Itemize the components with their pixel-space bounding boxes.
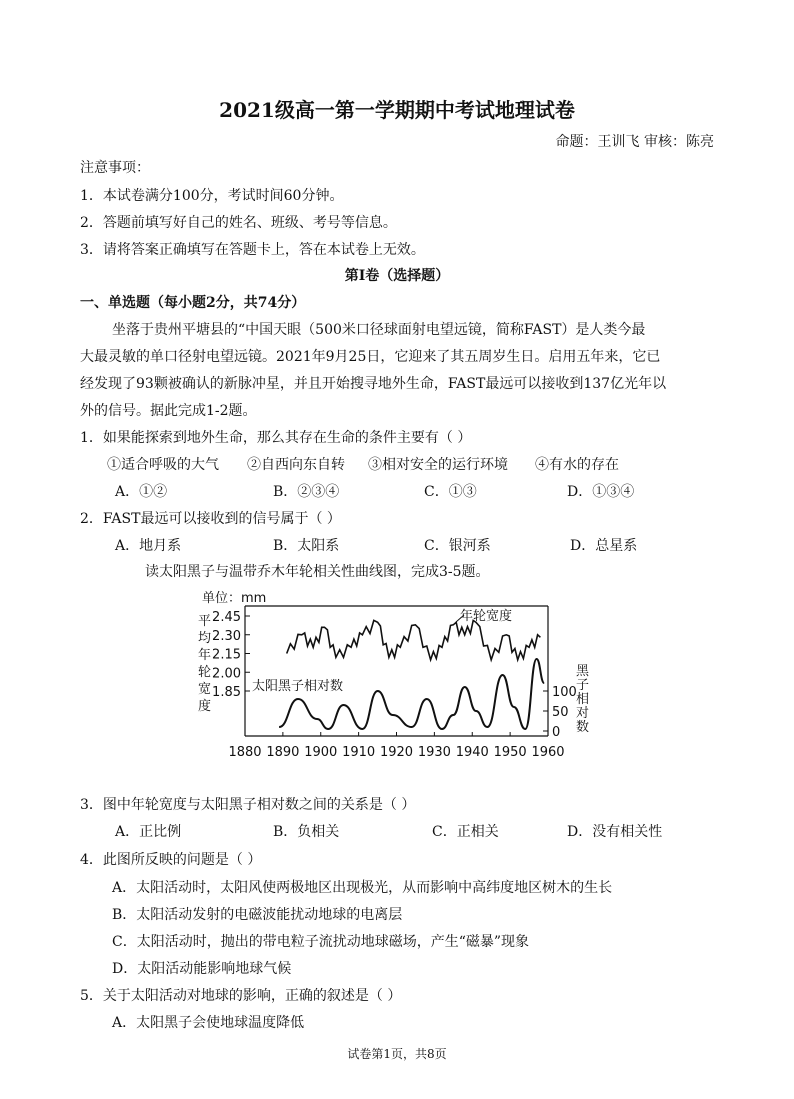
left-axis-label bbox=[198, 614, 211, 714]
left-axis-label-char: 宽 bbox=[198, 682, 212, 697]
page-footer: 试卷第1页，共8页 bbox=[347, 1047, 447, 1061]
ring-series-label: 年轮宽度 bbox=[460, 609, 513, 624]
left-axis-label-char: 轮 bbox=[198, 665, 212, 680]
q2-option-a[interactable]: A．地月系 bbox=[115, 538, 182, 554]
right-axis-label-char: 相 bbox=[576, 692, 590, 707]
q4-option-b[interactable]: B．太阳活动发射的电磁波能扰动地球的电离层 bbox=[112, 907, 403, 923]
right-axis-label-char: 数 bbox=[576, 720, 590, 735]
authors-line: 命题：王训飞 审核：陈亮 bbox=[555, 134, 714, 150]
x-tick-label: 1940 bbox=[455, 745, 489, 760]
tree-ring-sunspot-chart bbox=[190, 583, 590, 765]
x-tick-label: 1930 bbox=[417, 745, 451, 760]
right-axis-label bbox=[576, 664, 590, 735]
x-tick-label: 1950 bbox=[493, 745, 527, 760]
part1-heading: 一、单选题（每小题2分，共74分） bbox=[80, 295, 306, 311]
left-tick-label: 2.15 bbox=[212, 647, 241, 663]
q1-statement: ③相对安全的运行环境 bbox=[368, 457, 508, 473]
passage1-line: 外的信号。据此完成1-2题。 bbox=[80, 403, 257, 419]
left-tick-label: 1.85 bbox=[212, 685, 241, 700]
q5-stem: 5．关于太阳活动对地球的影响，正确的叙述是（ ） bbox=[80, 988, 402, 1004]
x-tick-label: 1900 bbox=[304, 745, 338, 760]
notice-item: 2．答题前填写好自己的姓名、班级、考号等信息。 bbox=[80, 215, 397, 231]
q3-option-a[interactable]: A．正比例 bbox=[115, 824, 182, 840]
right-axis-label-char: 对 bbox=[576, 706, 590, 721]
q1-stem: 1．如果能探索到地外生命，那么其存在生命的条件主要有（ ） bbox=[80, 430, 472, 446]
x-tick-label: 1910 bbox=[342, 745, 376, 760]
x-tick-label: 1960 bbox=[531, 745, 565, 760]
ring-width-series-line bbox=[287, 620, 541, 659]
right-axis-label-char: 黑 bbox=[576, 664, 590, 679]
q3-option-b[interactable]: B．负相关 bbox=[273, 824, 340, 840]
passage1-line: 大最灵敏的单口径射电望远镜。2021年9月25日，它迎来了其五周岁生日。启用五年来，它已 bbox=[80, 349, 661, 365]
q4-stem: 4．此图所反映的问题是（ ） bbox=[80, 852, 262, 868]
sunspot-series-label: 太阳黑子相对数 bbox=[252, 679, 344, 694]
x-tick-label: 1880 bbox=[228, 745, 262, 760]
q2-option-b[interactable]: B．太阳系 bbox=[273, 538, 340, 554]
left-tick-label: 2.00 bbox=[212, 666, 241, 682]
notice-heading: 注意事项： bbox=[80, 160, 150, 176]
section-title: 第Ⅰ卷（选择题） bbox=[344, 268, 450, 284]
passage1-line: 经发现了93颗被确认的新脉冲星，并且开始搜寻地外生命，FAST最远可以接收到137亿光年以 bbox=[80, 376, 667, 392]
q1-option-a[interactable]: A．①② bbox=[115, 484, 168, 500]
q1-statement: ②自西向东自转 bbox=[247, 457, 345, 473]
page-title: 2021级高一第一学期期中考试地理试卷 bbox=[219, 98, 575, 122]
q1-statement: ④有水的存在 bbox=[535, 457, 619, 473]
q1-option-d[interactable]: D．①③④ bbox=[567, 484, 635, 500]
notice-item: 3．请将答案正确填写在答题卡上，答在本试卷上无效。 bbox=[80, 242, 425, 258]
q2-option-c[interactable]: C．银河系 bbox=[424, 538, 491, 554]
q1-option-c[interactable]: C．①③ bbox=[424, 484, 477, 500]
q5-option-a[interactable]: A．太阳黑子会使地球温度降低 bbox=[112, 1015, 305, 1031]
left-axis-label-char: 年 bbox=[198, 648, 212, 663]
left-tick-label: 2.45 bbox=[212, 610, 241, 625]
q3-option-c[interactable]: C．正相关 bbox=[432, 824, 499, 840]
q4-option-a[interactable]: A．太阳活动时，太阳风使两极地区出现极光，从而影响中高纬度地区树木的生长 bbox=[112, 880, 613, 896]
x-tick-label: 1920 bbox=[379, 745, 414, 760]
q1-statement: ①适合呼吸的大气 bbox=[107, 457, 219, 473]
q3-option-d[interactable]: D．没有相关性 bbox=[567, 824, 663, 840]
q4-option-d[interactable]: D．太阳活动能影响地球气候 bbox=[112, 961, 292, 977]
q1-option-b[interactable]: B．②③④ bbox=[273, 484, 340, 500]
q2-stem: 2．FAST最远可以接收到的信号属于（ ） bbox=[80, 511, 341, 527]
left-tick-label: 2.30 bbox=[212, 628, 241, 644]
right-tick-label: 0 bbox=[552, 725, 561, 740]
left-axis-label-char: 均 bbox=[198, 631, 212, 646]
notice-item: 1．本试卷满分100分，考试时间60分钟。 bbox=[80, 188, 344, 204]
x-tick-label: 1890 bbox=[266, 745, 300, 760]
right-tick-label: 50 bbox=[552, 705, 569, 720]
passage2: 读太阳黑子与温带乔木年轮相关性曲线图，完成3-5题。 bbox=[145, 564, 490, 580]
left-axis-label-char: 度 bbox=[198, 699, 212, 714]
right-axis-label-char: 子 bbox=[576, 678, 590, 693]
q3-stem: 3．图中年轮宽度与太阳黑子相对数之间的关系是（ ） bbox=[80, 797, 416, 813]
chart-unit-label: 单位：mm bbox=[202, 591, 267, 606]
sunspot-series-line bbox=[279, 659, 544, 729]
right-tick-label: 100 bbox=[552, 685, 577, 700]
q4-option-c[interactable]: C．太阳活动时，抛出的带电粒子流扰动地球磁场，产生“磁暴”现象 bbox=[112, 934, 530, 950]
q2-option-d[interactable]: D．总星系 bbox=[570, 538, 638, 554]
left-axis-label-char: 平 bbox=[198, 614, 212, 629]
passage1-line: 坐落于贵州平塘县的“中国天眼（500米口径球面射电望远镜，简称FAST）是人类今最 bbox=[112, 322, 646, 338]
